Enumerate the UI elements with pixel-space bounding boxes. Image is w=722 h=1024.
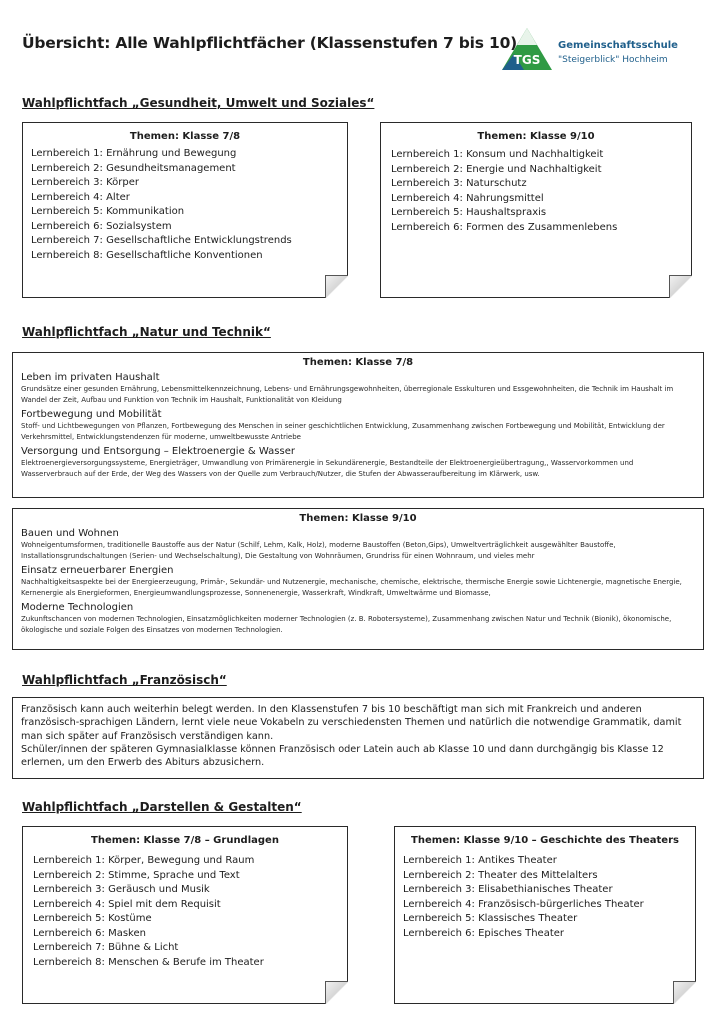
- list-item: Lernbereich 2: Theater des Mittelalters: [403, 869, 598, 881]
- list-item: Lernbereich 5: Kommunikation: [31, 206, 185, 217]
- school-logo: [498, 24, 698, 72]
- topic: [21, 408, 695, 442]
- topic-description: Wohneigentumsformen, traditionelle Baustoffe aus der Natur (Schilf, Lehm, Kalk, Holz), moderne Baustoffen (Beton,Gips), Umweltverträglichkeit ausgewählter Baustoffe, Installationsgrundschaltungen (Serien- und Wechselschaltung), Die Gestaltung von Wohnräumen, Grundriss für einen Wohnraum, und vieles mehr: [21, 541, 616, 560]
- list-item: Lernbereich 6: Episches Theater: [403, 927, 565, 939]
- darstellen-klasse910-box: [394, 826, 696, 1004]
- list-item: Lernbereich 4: Französisch-bürgerliches Theater: [403, 898, 644, 910]
- topic-title: Moderne Technologien: [21, 602, 134, 613]
- natur-klasse910-box: [12, 508, 704, 650]
- section-heading-natur: Wahlpflichtfach „Natur und Technik“: [22, 325, 271, 339]
- list-item: Lernbereich 3: Naturschutz: [391, 178, 527, 189]
- topic-title: Fortbewegung und Mobilität: [21, 409, 162, 420]
- franzoesisch-text-2: Schüler/innen der späteren Gymnasialklasse können Französisch oder Latein auch ab Klasse 10 und dann durchgängig bis Klasse 12 erlernen, um den Erwerb des Abiturs abzusichern.: [21, 743, 664, 769]
- list-item: Lernbereich 4: Spiel mit dem Requisit: [33, 898, 221, 910]
- box-title: Themen: Klasse 7/8 – Grundlagen: [91, 835, 279, 846]
- list-item: Lernbereich 2: Energie und Nachhaltigkeit: [391, 163, 602, 175]
- section-heading-franzoesisch: Wahlpflichtfach „Französisch“: [22, 673, 227, 687]
- list-item: Lernbereich 6: Sozialsystem: [31, 220, 172, 232]
- logo-school-subtitle: "Steigerblick" Hochheim: [558, 55, 668, 65]
- lernbereich-list: [31, 147, 347, 263]
- list-item: Lernbereich 8: Gesellschaftliche Konventionen: [31, 249, 263, 261]
- box-title: Themen: Klasse 7/8: [129, 131, 241, 142]
- logo-school-name: Gemeinschaftsschule: [558, 40, 678, 51]
- box-title: Themen: Klasse 9/10 – Geschichte des Theaters: [411, 835, 679, 846]
- logo-mountain-icon: [498, 26, 556, 72]
- topic: [21, 601, 695, 635]
- section-heading-darstellen: Wahlpflichtfach „Darstellen & Gestalten“: [22, 800, 302, 814]
- list-item: Lernbereich 4: Nahrungsmittel: [391, 192, 544, 204]
- list-item: Lernbereich 1: Körper, Bewegung und Raum: [33, 855, 255, 866]
- lernbereich-list: [403, 854, 695, 941]
- list-item: Lernbereich 1: Ernährung und Bewegung: [31, 148, 237, 159]
- topic: [21, 527, 695, 561]
- list-item: Lernbereich 5: Haushaltspraxis: [391, 207, 547, 218]
- list-item: Lernbereich 5: Kostüme: [33, 913, 152, 924]
- list-item: Lernbereich 5: Klassisches Theater: [403, 913, 578, 924]
- topic: [21, 371, 695, 405]
- gesundheit-klasse78-box: [22, 122, 348, 298]
- list-item: Lernbereich 4: Alter: [31, 191, 130, 203]
- box-title: Themen: Klasse 9/10: [477, 131, 595, 142]
- list-item: Lernbereich 6: Formen des Zusammenlebens: [391, 221, 618, 233]
- list-item: Lernbereich 6: Masken: [33, 927, 146, 939]
- franzoesisch-text: Französisch kann auch weiterhin belegt werden. In den Klassenstufen 7 bis 10 beschäftigt man sich mit Frankreich und anderen französisch-sprachigen Ländern, lernt viele neue Vokabeln zu verschiedensten Themen und natürlich die notwendige Grammatik, damit man sich später auf Französisch verständigen kann.: [21, 704, 682, 742]
- topic-description: Grundsätze einer gesunden Ernährung, Lebensmittelkennzeichnung, Lebens- und Ernährungsgewohnheiten, überregionale Esskulturen und Essgewohnheiten, die Technik im Haushalt im Wandel der Zeit, Aufbau und Funktion von Technik im Haushalt, Funktionalität von Kleidung: [21, 385, 674, 404]
- lernbereich-list: [33, 854, 347, 970]
- topic-title: Bauen und Wohnen: [21, 528, 119, 539]
- topic-description: Nachhaltigkeitsaspekte bei der Energieerzeugung, Primär-, Sekundär- und Nutzenergie, mechanische, chemische, elektrische, thermische Energie sowie Lichtenergie, magnetische Energie, Kernenergie als Energieformen, Energieumwandlungsprozesse, Sonnenenergie, Wasserkraft, Windkraft, Umweltwärme und Biomasse,: [21, 578, 682, 597]
- list-item: Lernbereich 1: Konsum und Nachhaltigkeit: [391, 149, 604, 160]
- topic-description: Elektroenergieversorgungssysteme, Energieträger, Umwandlung von Primärenergie in Sekundärenergie, Bestandteile der Elektroenergieübertragung,, Wasservorkommen und Wasserverbrauch auf der Erde, der Weg des Wassers von der Quelle zum Verbrauch/Nutzer, die Stufen der Abwasseraufbereitung im Klärwerk, usw.: [21, 459, 634, 478]
- list-item: Lernbereich 2: Gesundheitsmanagement: [31, 162, 236, 174]
- list-item: Lernbereich 7: Gesellschaftliche Entwicklungstrends: [31, 235, 292, 246]
- topic: [21, 564, 695, 598]
- list-item: Lernbereich 7: Bühne & Licht: [33, 942, 179, 953]
- box-title: Themen: Klasse 7/8: [302, 357, 414, 368]
- topic-title: Einsatz erneuerbarer Energien: [21, 565, 174, 576]
- topic: [21, 445, 695, 479]
- page-title: Übersicht: Alle Wahlpflichtfächer (Klassenstufen 7 bis 10): [22, 34, 518, 52]
- list-item: Lernbereich 3: Körper: [31, 177, 139, 188]
- lernbereich-list: [391, 148, 691, 235]
- topic-title: Versorgung und Entsorgung – Elektroenergie & Wasser: [21, 446, 295, 457]
- franzoesisch-box: [12, 697, 704, 779]
- logo-mark: TGS: [513, 53, 541, 67]
- list-item: Lernbereich 3: Elisabethianisches Theater: [403, 884, 613, 895]
- section-heading-gesundheit: Wahlpflichtfach „Gesundheit, Umwelt und Soziales“: [22, 96, 375, 110]
- list-item: Lernbereich 3: Geräusch und Musik: [33, 884, 210, 895]
- topic-title: Leben im privaten Haushalt: [21, 372, 160, 383]
- darstellen-klasse78-box: [22, 826, 348, 1004]
- natur-klasse78-box: [12, 352, 704, 498]
- box-title: Themen: Klasse 9/10: [299, 513, 417, 524]
- gesundheit-klasse910-box: [380, 122, 692, 298]
- list-item: Lernbereich 2: Stimme, Sprache und Text: [33, 869, 240, 881]
- list-item: Lernbereich 1: Antikes Theater: [403, 855, 557, 866]
- list-item: Lernbereich 8: Menschen & Berufe im Theater: [33, 956, 264, 968]
- topic-description: Zukunftschancen von modernen Technologien, Einsatzmöglichkeiten moderner Technologien (z. B. Robotersysteme), Zusammenhang zwischen Natur und Technik (Bionik), ökonomische, ökologische und soziale Folgen des Einsatzes von modernen Technologien.: [21, 615, 672, 634]
- topic-description: Stoff- und Lichtbewegungen von Pflanzen, Fortbewegung des Menschen in seiner geschichtlichen Entwicklung, Zusammenhang zwischen Fortbewegung und Mobilität, Entwicklung der Verkehrsmittel, Entwicklungstendenzen für moderne, umweltbewusste Antriebe: [21, 422, 665, 441]
